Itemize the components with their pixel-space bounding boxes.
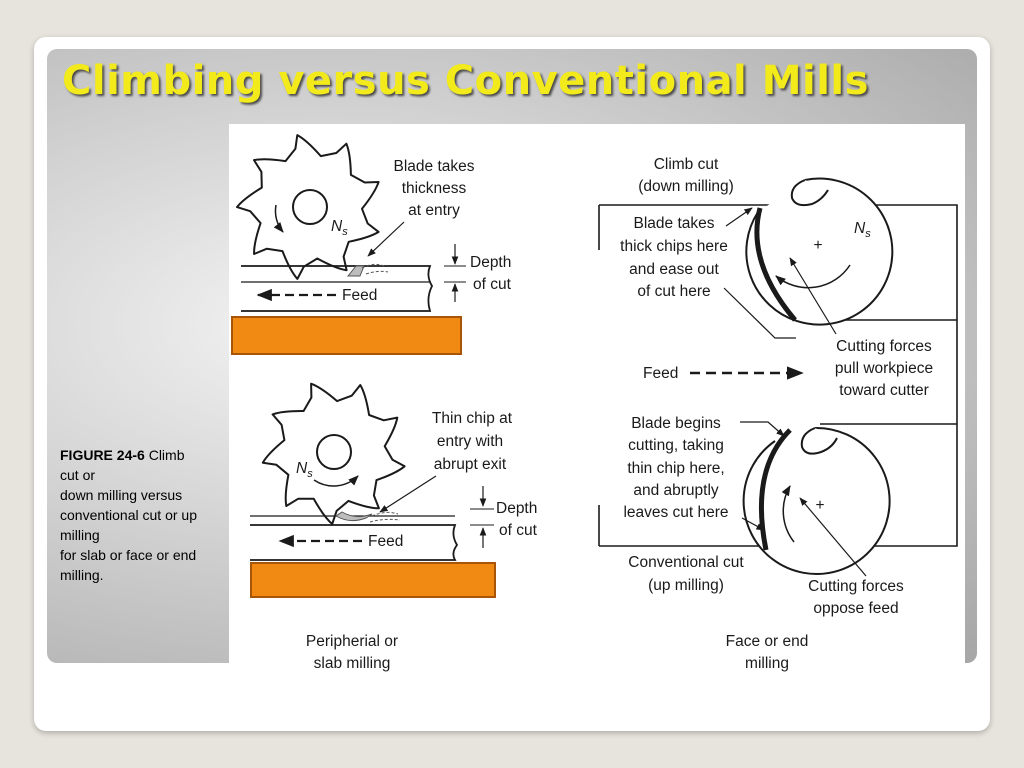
cutter-hub <box>293 190 327 224</box>
chip <box>348 266 364 276</box>
depth-label: Depth <box>496 500 538 517</box>
cutter-hub <box>317 435 351 469</box>
cutter-center-mark: + <box>813 237 823 254</box>
face-label: Face or end <box>725 633 809 650</box>
conv-note: Blade begins <box>631 415 721 432</box>
conv-title: (up milling) <box>648 577 724 594</box>
conv-note: and abruptly <box>633 482 719 499</box>
ns-label: $N_s$ <box>331 218 348 238</box>
ns-label: $N_s$ <box>296 460 313 480</box>
cutter-center-mark: + <box>815 497 825 514</box>
peripheral-bottom-group <box>250 384 538 672</box>
face-milling-group <box>599 156 957 672</box>
blade-note: at entry <box>408 202 460 219</box>
workpiece-bottom <box>250 525 457 560</box>
conv-forces: Cutting forces <box>808 578 904 595</box>
note-leader <box>380 476 436 512</box>
caption-line: cut or <box>60 467 96 483</box>
climb-forces: toward cutter <box>839 382 929 399</box>
conv-title: Conventional cut <box>628 554 744 571</box>
climb-forces: pull workpiece <box>834 360 934 377</box>
depth-label: of cut <box>473 276 511 293</box>
depth-label: of cut <box>499 522 537 539</box>
workpiece-top <box>241 266 432 311</box>
caption-line: down milling versus <box>60 487 183 503</box>
conv-note: leaves cut here <box>623 504 729 521</box>
figure-caption <box>60 445 230 585</box>
milling-diagram <box>229 124 965 692</box>
chip-note: abrupt exit <box>433 456 507 473</box>
peripheral-label: Peripherial or <box>305 633 399 650</box>
conv-forces: oppose feed <box>813 600 899 617</box>
caption-line: for slab or face or end <box>60 547 197 563</box>
slide-title: Climbing versus Conventional Mills <box>62 58 869 104</box>
climb-note: and ease out <box>629 261 719 278</box>
caption-first-line <box>60 447 184 463</box>
conv-note: cutting, taking <box>628 437 724 454</box>
highlight-bar <box>251 563 495 597</box>
feed-label: Feed <box>368 533 404 550</box>
chip-dashes <box>370 512 400 522</box>
chip-note: entry with <box>436 433 504 450</box>
climb-forces: Cutting forces <box>836 338 932 355</box>
climb-note: thick chips here <box>620 238 728 255</box>
caption-line: milling. <box>60 567 104 583</box>
blade-note: Blade takes <box>393 158 475 175</box>
figure-area <box>229 124 965 692</box>
caption-line: conventional cut or up <box>60 507 197 523</box>
caption-line: milling <box>60 527 100 543</box>
note-leader <box>726 208 752 226</box>
note-leader <box>740 422 784 436</box>
climb-note: of cut here <box>637 283 711 300</box>
climb-title: (down milling) <box>638 178 734 195</box>
ns-label: $N_s$ <box>854 220 871 240</box>
climb-note: Blade takes <box>633 215 715 232</box>
climb-title: Climb cut <box>653 156 719 173</box>
face-label: milling <box>745 655 789 672</box>
highlight-bar <box>232 317 461 354</box>
caption-label: FIGURE 24-6 <box>60 447 145 463</box>
feed-label: Feed <box>342 287 378 304</box>
peripheral-top-group <box>232 135 512 354</box>
chip <box>336 512 372 521</box>
peripheral-label: slab milling <box>313 655 391 672</box>
blade-note: thickness <box>401 180 467 197</box>
conv-note: thin chip here, <box>627 460 725 477</box>
caption-line: Climb <box>148 447 185 463</box>
depth-label: Depth <box>470 254 512 271</box>
chip-note: Thin chip at <box>431 410 513 427</box>
face-feed-label: Feed <box>643 365 679 382</box>
